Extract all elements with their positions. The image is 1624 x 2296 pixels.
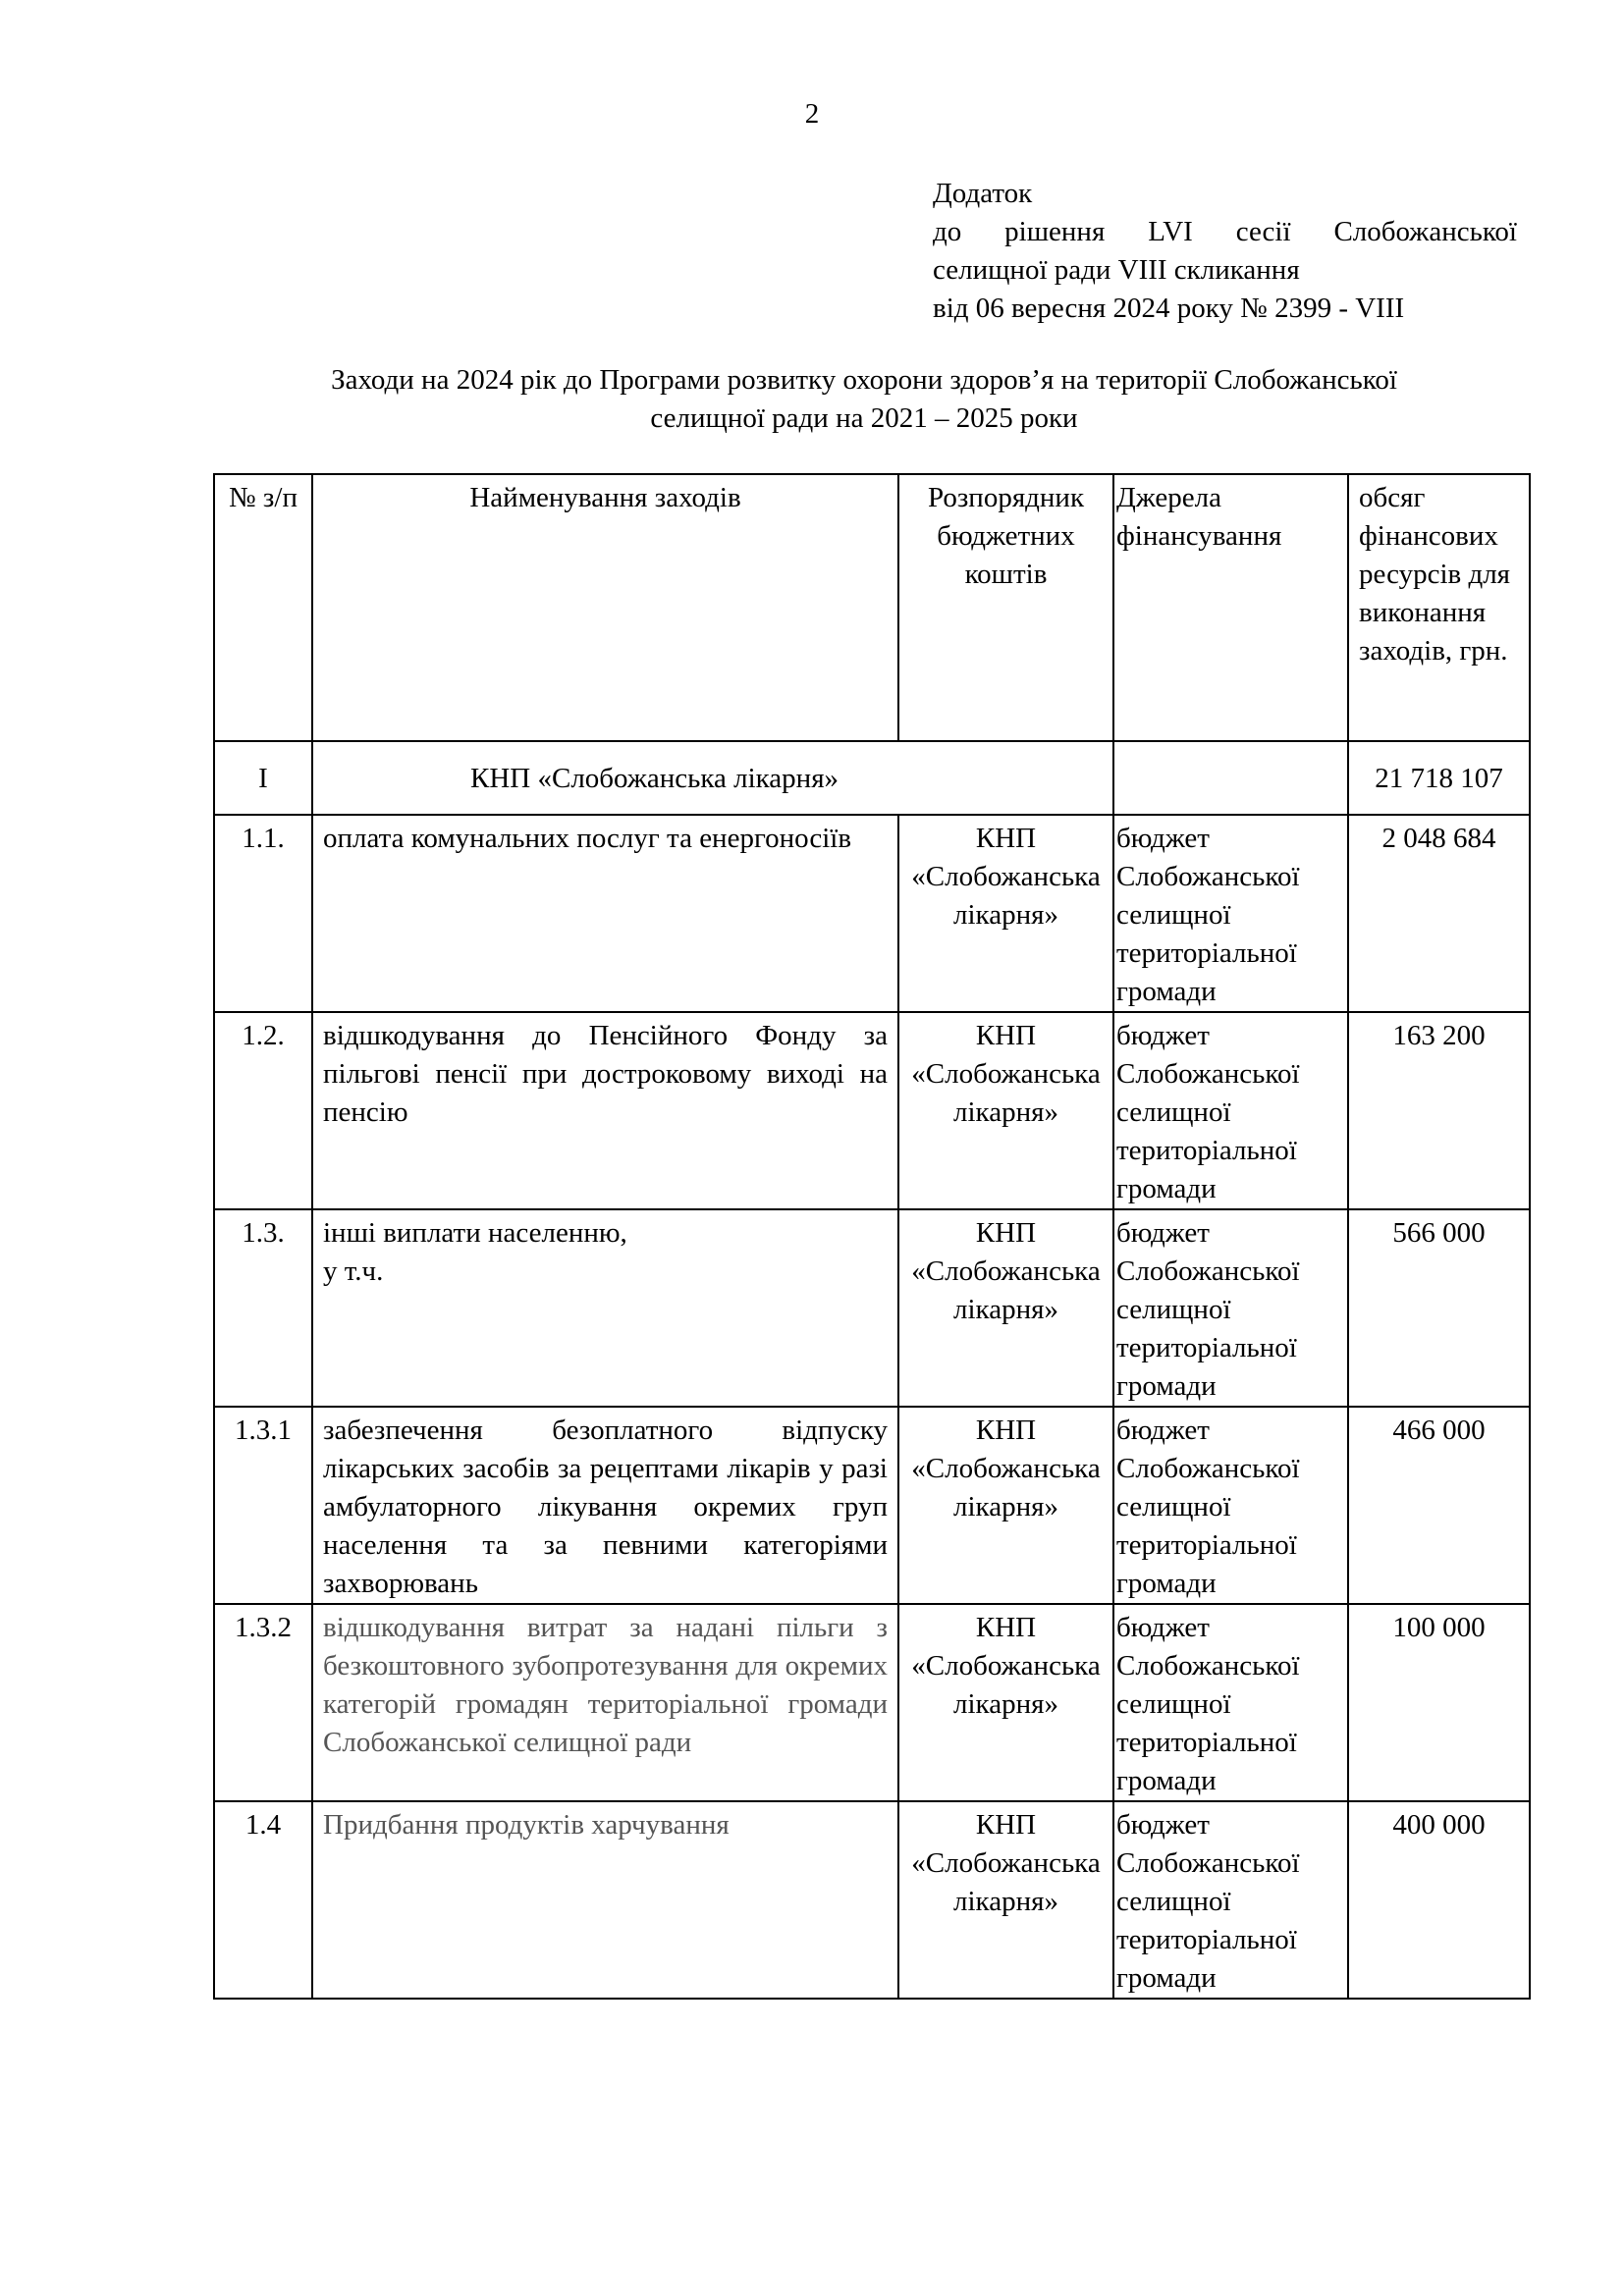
row-amount: 100 000 (1348, 1604, 1530, 1801)
row-name: інші виплати населенню, (323, 1217, 627, 1249)
appendix-block (933, 175, 1517, 328)
row-amount: 566 000 (1348, 1209, 1530, 1407)
section-source-empty (1113, 741, 1348, 815)
table-row (214, 1209, 1530, 1407)
table-row (214, 1801, 1530, 1999)
header-source: Джерела фінансування (1113, 474, 1348, 741)
row-name: забезпечення безоплатного відпуску лікарських засобів за рецептами лікарів у разі амбулаторного лікування окремих груп населення та за певними категоріями захворювань (312, 1407, 898, 1604)
row-source: бюджет Слобожанської селищної територіальної громади (1113, 815, 1348, 1012)
header-num: № з/п (214, 474, 312, 741)
row-amount: 2 048 684 (1348, 815, 1530, 1012)
row-name: оплата комунальних послуг та енергоносіїв (312, 815, 898, 1012)
row-source: бюджет Слобожанської селищної територіальної громади (1113, 1407, 1348, 1604)
row-name: відшкодування витрат за надані пільги з безкоштовного зубопротезування для окремих категорій громадян територіальної громади Слобожанської селищної ради (312, 1604, 898, 1801)
row-num: 1.4 (214, 1801, 312, 1999)
header-amount: обсяг фінансових ресурсів для виконання заходів, грн. (1348, 474, 1530, 741)
section-row (214, 741, 1530, 815)
section-amount: 21 718 107 (1348, 741, 1530, 815)
row-amount: 400 000 (1348, 1801, 1530, 1999)
row-manager: КНП «Слобожанська лікарня» (898, 1604, 1113, 1801)
row-manager: КНП «Слобожанська лікарня» (898, 1012, 1113, 1209)
document-title (177, 361, 1551, 438)
row-num: 1.3.1 (214, 1407, 312, 1604)
appendix-line-3: селищної ради VIII скликання (933, 254, 1300, 286)
header-manager: Розпорядник бюджетних коштів (898, 474, 1113, 741)
row-manager: КНП «Слобожанська лікарня» (898, 815, 1113, 1012)
appendix-line-1: Додаток (933, 178, 1033, 209)
row-manager: КНП «Слобожанська лікарня» (898, 1801, 1113, 1999)
row-amount: 163 200 (1348, 1012, 1530, 1209)
row-num: 1.3. (214, 1209, 312, 1407)
page-number: 2 (804, 98, 820, 130)
table-header-row (214, 474, 1530, 741)
row-source: бюджет Слобожанської селищної територіальної громади (1113, 1012, 1348, 1209)
row-source: бюджет Слобожанської селищної територіальної громади (1113, 1209, 1348, 1407)
title-line-2: селищної ради на 2021 – 2025 роки (650, 402, 1078, 434)
measures-table (213, 473, 1531, 2000)
section-num: І (214, 741, 312, 815)
table-row (214, 1604, 1530, 1801)
appendix-line-2: до рішення LVI сесії Слобожанської (933, 216, 1517, 247)
title-line-1: Заходи на 2024 рік до Програми розвитку охорони здоров’я на території Слобожанської (331, 364, 1397, 396)
table-row (214, 1407, 1530, 1604)
row-amount: 466 000 (1348, 1407, 1530, 1604)
row-manager: КНП «Слобожанська лікарня» (898, 1407, 1113, 1604)
row-num: 1.1. (214, 815, 312, 1012)
row-name: відшкодування до Пенсійного Фонду за пільгові пенсії при достроковому виході на пенсію (312, 1012, 898, 1209)
appendix-line-4: від 06 вересня 2024 року № 2399 - VIII (933, 293, 1405, 324)
row-name-cell (312, 1209, 898, 1407)
row-name: Придбання продуктів харчування (312, 1801, 898, 1999)
row-num: 1.3.2 (214, 1604, 312, 1801)
row-num: 1.2. (214, 1012, 312, 1209)
section-name: КНП «Слобожанська лікарня» (312, 741, 1113, 815)
table-row (214, 815, 1530, 1012)
table-row (214, 1012, 1530, 1209)
row-name-line-2: у т.ч. (323, 1255, 384, 1287)
row-source: бюджет Слобожанської селищної територіальної громади (1113, 1604, 1348, 1801)
row-manager: КНП «Слобожанська лікарня» (898, 1209, 1113, 1407)
header-name: Найменування заходів (312, 474, 898, 741)
row-source: бюджет Слобожанської селищної територіальної громади (1113, 1801, 1348, 1999)
